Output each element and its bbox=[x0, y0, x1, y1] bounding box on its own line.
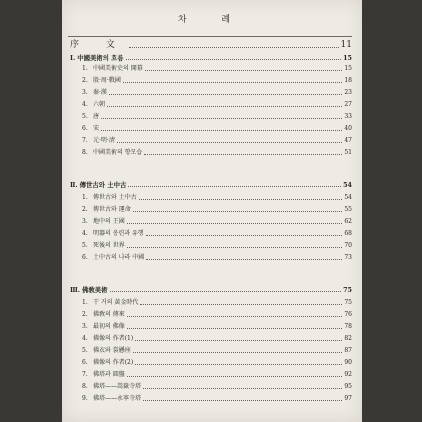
toc-entry bbox=[82, 228, 352, 238]
entry-page: 62 bbox=[344, 218, 352, 225]
toc-section-1 bbox=[70, 52, 352, 62]
entry-title: 佛塔——嵩嶽寺塔 bbox=[93, 383, 142, 390]
entry-number: 2. bbox=[82, 77, 88, 84]
entry-title: 秦·漢 bbox=[93, 89, 107, 96]
entry-number: 4. bbox=[82, 230, 88, 237]
leader-dots bbox=[110, 291, 342, 292]
entry-number: 3. bbox=[82, 89, 88, 96]
entry-page: 23 bbox=[344, 89, 352, 96]
entry-number: 6. bbox=[82, 359, 88, 366]
entry-number: 1. bbox=[82, 194, 88, 201]
entry-title: 傳世古와 運命 bbox=[93, 206, 131, 213]
entry-title: 元·明·淸 bbox=[93, 137, 115, 144]
leader-dots bbox=[139, 199, 343, 200]
toc-entry bbox=[82, 111, 352, 121]
entry-title: 最初의 佛像 bbox=[93, 323, 125, 330]
leader-dots bbox=[127, 316, 343, 317]
entry-page: 92 bbox=[344, 371, 352, 378]
entry-title: 唐 bbox=[93, 113, 100, 120]
entry-title: 佛塔과 圓盤 bbox=[93, 371, 125, 378]
leader-dots bbox=[117, 142, 343, 143]
entry-number: 4. bbox=[82, 335, 88, 342]
entry-number: 9. bbox=[82, 395, 88, 402]
leader-dots bbox=[127, 247, 343, 248]
toc-entry bbox=[82, 297, 352, 307]
toc-entry bbox=[82, 240, 352, 250]
entry-number: 7. bbox=[82, 371, 88, 378]
entry-number: 8. bbox=[82, 149, 88, 156]
section-page: 54 bbox=[343, 181, 352, 189]
toc-entry-page: 11 bbox=[340, 40, 352, 50]
toc-entry bbox=[82, 369, 352, 379]
entry-title: 佛塔——永寧寺塔 bbox=[93, 395, 142, 402]
entry-page: 68 bbox=[344, 230, 352, 237]
leader-dots bbox=[135, 364, 342, 365]
section-number: Ⅰ. bbox=[70, 54, 76, 62]
entry-number: 6. bbox=[82, 254, 88, 261]
toc-entry bbox=[82, 135, 352, 145]
leader-dots bbox=[101, 130, 342, 131]
leader-dots bbox=[143, 388, 342, 389]
toc-entry bbox=[82, 252, 352, 262]
entry-title: 傳世古와 土中古 bbox=[93, 194, 137, 201]
toc-entry bbox=[82, 216, 352, 226]
toc-entry bbox=[82, 192, 352, 202]
entry-page: 40 bbox=[344, 125, 352, 132]
toc-entry bbox=[82, 309, 352, 319]
entry-page: 47 bbox=[344, 137, 352, 144]
entry-number: 5. bbox=[82, 113, 88, 120]
entry-title: 佛像의 作者(2) bbox=[93, 359, 134, 366]
leader-dots bbox=[133, 211, 343, 212]
section-number: Ⅱ. bbox=[70, 181, 78, 189]
entry-title: 明器의 옹린과 유행 bbox=[93, 230, 144, 237]
entry-title: 地中의 王國 bbox=[93, 218, 125, 225]
entry-title: 殷·周·戰國 bbox=[93, 77, 121, 84]
entry-number: 8. bbox=[82, 383, 88, 390]
entry-page: 54 bbox=[344, 194, 352, 201]
section-title: 佛敎美術 bbox=[82, 286, 108, 294]
entry-number: 4. bbox=[82, 101, 88, 108]
leader-dots bbox=[127, 376, 343, 377]
leader-dots bbox=[146, 235, 343, 236]
toc-section-2 bbox=[70, 179, 352, 189]
toc-entry-preface bbox=[70, 38, 352, 50]
entry-page: 78 bbox=[344, 323, 352, 330]
entry-number: 1. bbox=[82, 65, 88, 72]
entry-page: 27 bbox=[344, 101, 352, 108]
leader-dots bbox=[135, 340, 342, 341]
entry-page: 33 bbox=[344, 113, 352, 120]
leader-dots bbox=[127, 328, 343, 329]
entry-title: 佛像의 作者(1) bbox=[93, 335, 134, 342]
toc-entry bbox=[82, 99, 352, 109]
entry-number: 7. bbox=[82, 137, 88, 144]
leader-dots bbox=[127, 223, 343, 224]
entry-page: 75 bbox=[344, 299, 352, 306]
entry-number: 2. bbox=[82, 311, 88, 318]
leader-dots bbox=[140, 304, 342, 305]
toc-section-3 bbox=[70, 284, 352, 294]
toc-entry bbox=[82, 204, 352, 214]
toc-entry bbox=[82, 381, 352, 391]
entry-page: 70 bbox=[344, 242, 352, 249]
section-title: 中國美術의 흐름 bbox=[77, 54, 124, 62]
toc-entry bbox=[82, 87, 352, 97]
toc-entry bbox=[82, 75, 352, 85]
entry-title: 中國美術의 향모습 bbox=[93, 149, 143, 156]
leader-dots bbox=[128, 186, 341, 187]
entry-title: 死後의 世界 bbox=[93, 242, 125, 249]
entry-title: 土中古의 나라 中國 bbox=[93, 254, 145, 261]
toc-entry bbox=[82, 393, 352, 403]
entry-number: 1. bbox=[82, 299, 88, 306]
leader-dots bbox=[143, 400, 342, 401]
entry-title: 佛衣와 裳懸座 bbox=[93, 347, 131, 354]
entry-title: 中國美術史의 開幕 bbox=[93, 65, 143, 72]
book-page bbox=[62, 0, 362, 422]
section-page: 75 bbox=[343, 286, 352, 294]
section-page: 15 bbox=[343, 54, 352, 62]
leader-dots bbox=[123, 82, 343, 83]
leader-dots bbox=[126, 59, 342, 60]
leader-dots bbox=[133, 352, 343, 353]
top-rule bbox=[68, 36, 352, 37]
toc-entry-label: 序 文 bbox=[70, 40, 127, 50]
toc-entry bbox=[82, 321, 352, 331]
toc-entry bbox=[82, 63, 352, 73]
toc-entry bbox=[82, 357, 352, 367]
toc-entry bbox=[82, 345, 352, 355]
leader-dots bbox=[107, 106, 342, 107]
entry-page: 87 bbox=[344, 347, 352, 354]
section-number: Ⅲ. bbox=[70, 286, 81, 294]
entry-number: 3. bbox=[82, 323, 88, 330]
entry-number: 6. bbox=[82, 125, 88, 132]
entry-number: 5. bbox=[82, 242, 88, 249]
page-title: 차 례 bbox=[177, 15, 247, 25]
entry-page: 18 bbox=[344, 77, 352, 84]
entry-title: 干 거의 黃金時代 bbox=[93, 299, 139, 306]
entry-page: 90 bbox=[344, 359, 352, 366]
entry-page: 73 bbox=[344, 254, 352, 261]
entry-number: 5. bbox=[82, 347, 88, 354]
entry-title: 佛敎의 傳來 bbox=[93, 311, 125, 318]
entry-title: 宋 bbox=[93, 125, 100, 132]
leader-dots bbox=[129, 47, 339, 48]
entry-page: 51 bbox=[344, 149, 352, 156]
toc-entry bbox=[82, 333, 352, 343]
leader-dots bbox=[109, 94, 342, 95]
entry-number: 2. bbox=[82, 206, 88, 213]
leader-dots bbox=[146, 259, 342, 260]
leader-dots bbox=[101, 118, 342, 119]
entry-number: 3. bbox=[82, 218, 88, 225]
entry-page: 15 bbox=[344, 65, 352, 72]
entry-title: 六朝 bbox=[93, 101, 106, 108]
entry-page: 55 bbox=[344, 206, 352, 213]
entry-page: 76 bbox=[344, 311, 352, 318]
section-title: 傳世古와 土中古 bbox=[79, 181, 127, 189]
entry-page: 95 bbox=[344, 383, 352, 390]
leader-dots bbox=[144, 154, 342, 155]
entry-page: 97 bbox=[344, 395, 352, 402]
leader-dots bbox=[145, 70, 343, 71]
toc-entry bbox=[82, 147, 352, 157]
toc-entry bbox=[82, 123, 352, 133]
entry-page: 82 bbox=[344, 335, 352, 342]
